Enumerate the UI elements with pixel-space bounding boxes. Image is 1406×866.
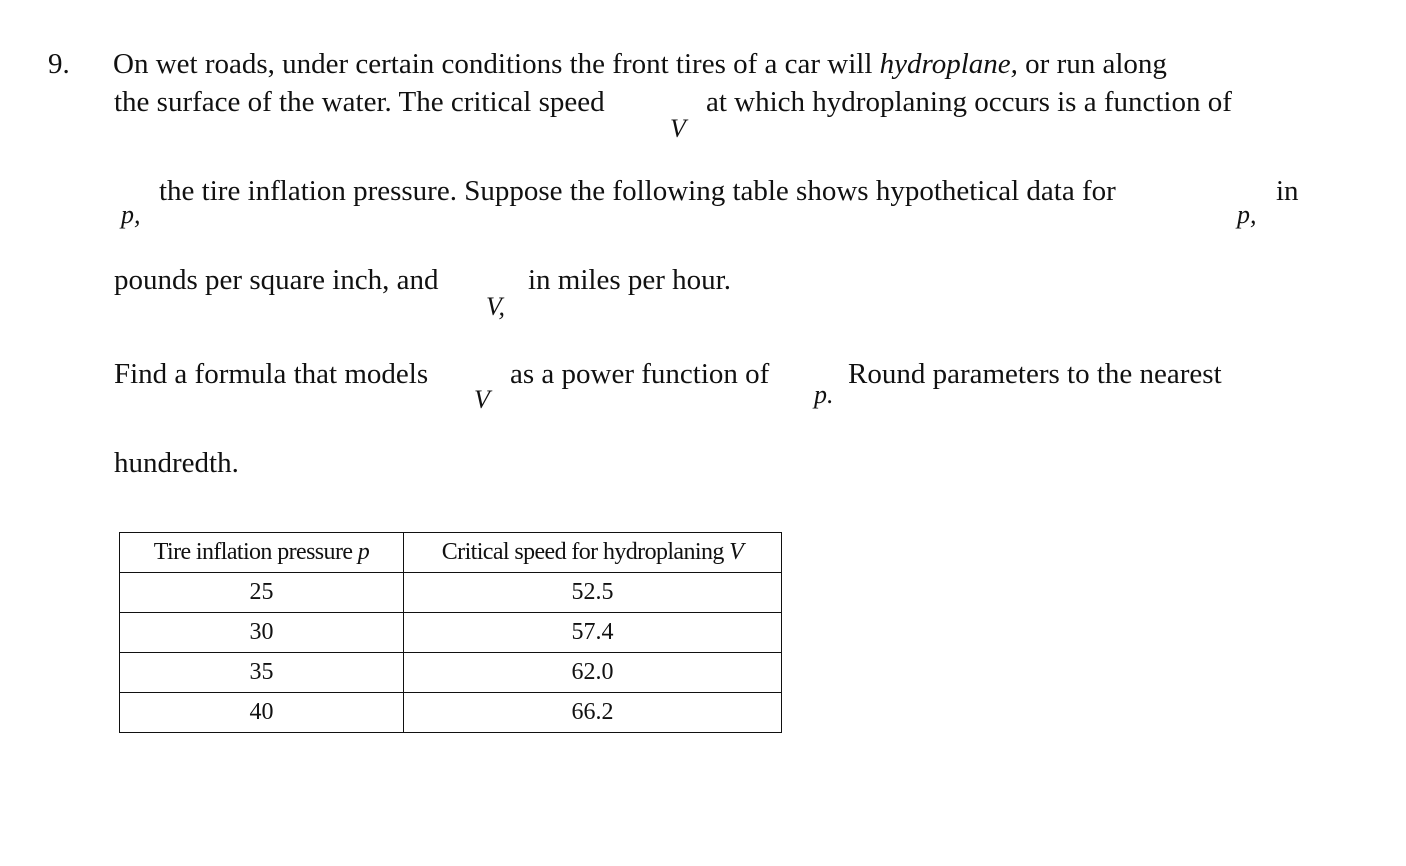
table-row: [120, 693, 782, 733]
header-pressure-text: Tire inflation pressure: [153, 539, 358, 565]
problem-line-6: hundredth.: [114, 447, 239, 479]
variable-v: V: [474, 385, 490, 414]
header-speed-var: V: [729, 539, 744, 565]
table-row: [120, 653, 782, 693]
variable-p: p.: [814, 380, 834, 409]
problem-line-5c: Round parameters to the nearest: [848, 358, 1222, 390]
speed-cell: 62.0: [404, 653, 782, 693]
problem-line-4b: in miles per hour.: [528, 264, 731, 296]
speed-cell: 52.5: [404, 573, 782, 613]
pressure-cell: 30: [120, 613, 404, 653]
problem-line-5b: as a power function of: [510, 358, 770, 390]
line1-text: On wet roads, under certain conditions the front tires of a car will: [113, 48, 880, 80]
variable-p: p,: [1237, 200, 1257, 229]
pressure-cell: 40: [120, 693, 404, 733]
problem-line-2b: at which hydroplaning occurs is a function of: [706, 86, 1232, 118]
problem-number: 9.: [48, 48, 70, 80]
table-row: [120, 573, 782, 613]
table-row: [120, 613, 782, 653]
problem-line-4a: pounds per square inch, and: [114, 264, 439, 296]
pressure-cell: 35: [120, 653, 404, 693]
problem-line-2a: the surface of the water. The critical speed: [114, 86, 605, 118]
pressure-speed-table: [119, 532, 782, 733]
table-header-row: [120, 533, 782, 573]
problem-line-3a: the tire inflation pressure. Suppose the following table shows hypothetical data for: [159, 175, 1116, 207]
header-pressure-var: p: [357, 539, 370, 565]
data-table: [119, 532, 782, 733]
problem-line-3b: in: [1276, 175, 1299, 207]
header-speed: [404, 533, 782, 573]
pressure-cell: 25: [120, 573, 404, 613]
header-speed-text: Critical speed for hydroplaning: [441, 539, 730, 565]
header-pressure: [120, 533, 404, 573]
variable-p: p,: [121, 200, 141, 229]
speed-cell: 66.2: [404, 693, 782, 733]
line1-tail: or run along: [1017, 48, 1167, 80]
problem-line-1: [113, 50, 1167, 79]
problem-line-5a: Find a formula that models: [114, 358, 429, 390]
hydroplane-term: hydroplane,: [879, 48, 1018, 80]
variable-v: V,: [486, 292, 506, 321]
variable-v: V: [670, 114, 686, 143]
speed-cell: 57.4: [404, 613, 782, 653]
